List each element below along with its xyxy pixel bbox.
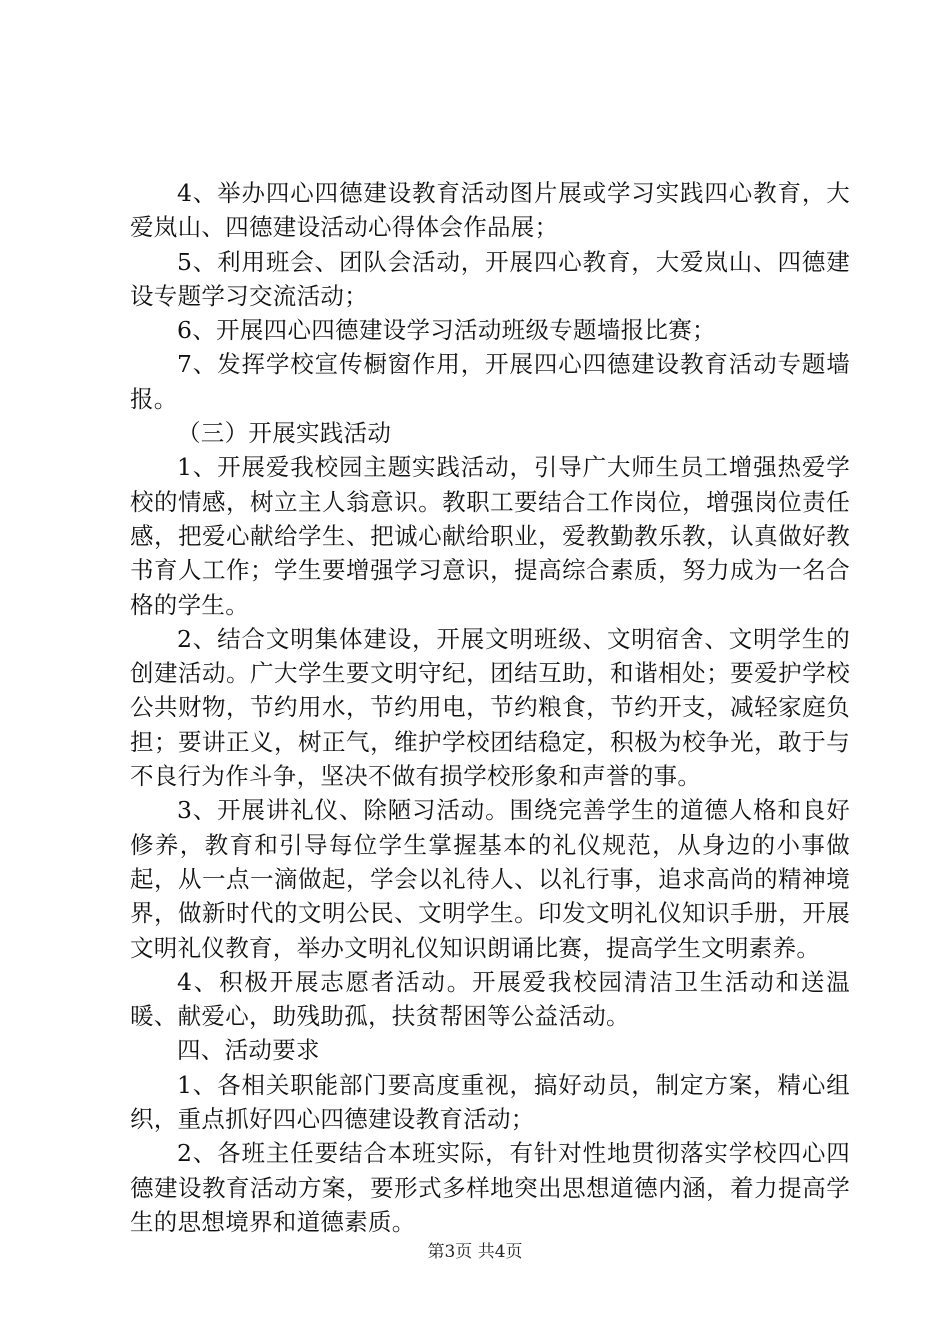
paragraph-requirement-1: 1、各相关职能部门要高度重视，搞好动员，制定方案，精心组织，重点抓好四心四德建设教育活动； bbox=[130, 1070, 850, 1134]
page-footer: 第3页 共4页 bbox=[427, 1242, 523, 1262]
document-body bbox=[130, 176, 850, 1239]
paragraph-practice-1: 1、开展爱我校园主题实践活动，引导广大师生员工增强热爱学校的情感，树立主人翁意识。教职工要结合工作岗位，增强岗位责任感，把爱心献给学生、把诚心献给职业，爱教勤教乐教，认真做好教书育人工作；学生要增强学习意识，提高综合素质，努力成为一名合格的学生。 bbox=[130, 453, 850, 619]
paragraph-requirement-2: 2、各班主任要结合本班实际，有针对性地贯彻落实学校四心四德建设教育活动方案，要形式多样地突出思想道德内涵，着力提高学生的思想境界和道德素质。 bbox=[130, 1139, 850, 1236]
paragraph-item-5-class-meeting: 5、利用班会、团队会活动，开展四心教育，大爱岚山、四德建设专题学习交流活动； bbox=[130, 247, 850, 310]
section-heading-practice: （三）开展实践活动 bbox=[177, 419, 392, 448]
section-heading-requirements: 四、活动要求 bbox=[177, 1036, 320, 1065]
paragraph-item-7-showcase: 7、发挥学校宣传橱窗作用，开展四心四德建设教育活动专题墙报。 bbox=[130, 350, 850, 413]
paragraph-practice-3: 3、开展讲礼仪、除陋习活动。围绕完善学生的道德人格和良好修养，教育和引导每位学生掌握基本的礼仪规范，从身边的小事做起，从一点一滴做起，学会以礼待人、以礼行事，追求高尚的精神境界，做新时代的文明公民、文明学生。印发文明礼仪知识手册，开展文明礼仪教育，举办文明礼仪知识朗诵比赛，提高学生文明素养。 bbox=[130, 796, 850, 962]
paragraph-item-6-wall-newspaper: 6、开展四心四德建设学习活动班级专题墙报比赛； bbox=[177, 316, 716, 345]
paragraph-item-4-exhibition: 4、举办四心四德建设教育活动图片展或学习实践四心教育，大爱岚山、四德建设活动心得体会作品展； bbox=[130, 179, 850, 242]
paragraph-practice-4: 4、积极开展志愿者活动。开展爱我校园清洁卫生活动和送温暖、献爱心，助残助孤，扶贫帮困等公益活动。 bbox=[130, 967, 850, 1031]
paragraph-practice-2: 2、结合文明集体建设，开展文明班级、文明宿舍、文明学生的创建活动。广大学生要文明守纪，团结互助，和谐相处；要爱护学校公共财物，节约用水，节约用电，节约粮食，节约开支，减轻家庭负担；要讲正义，树正气，维护学校团结稳定，积极为校争光，敢于与不良行为作斗争，坚决不做有损学校形象和声誉的事。 bbox=[130, 624, 850, 791]
